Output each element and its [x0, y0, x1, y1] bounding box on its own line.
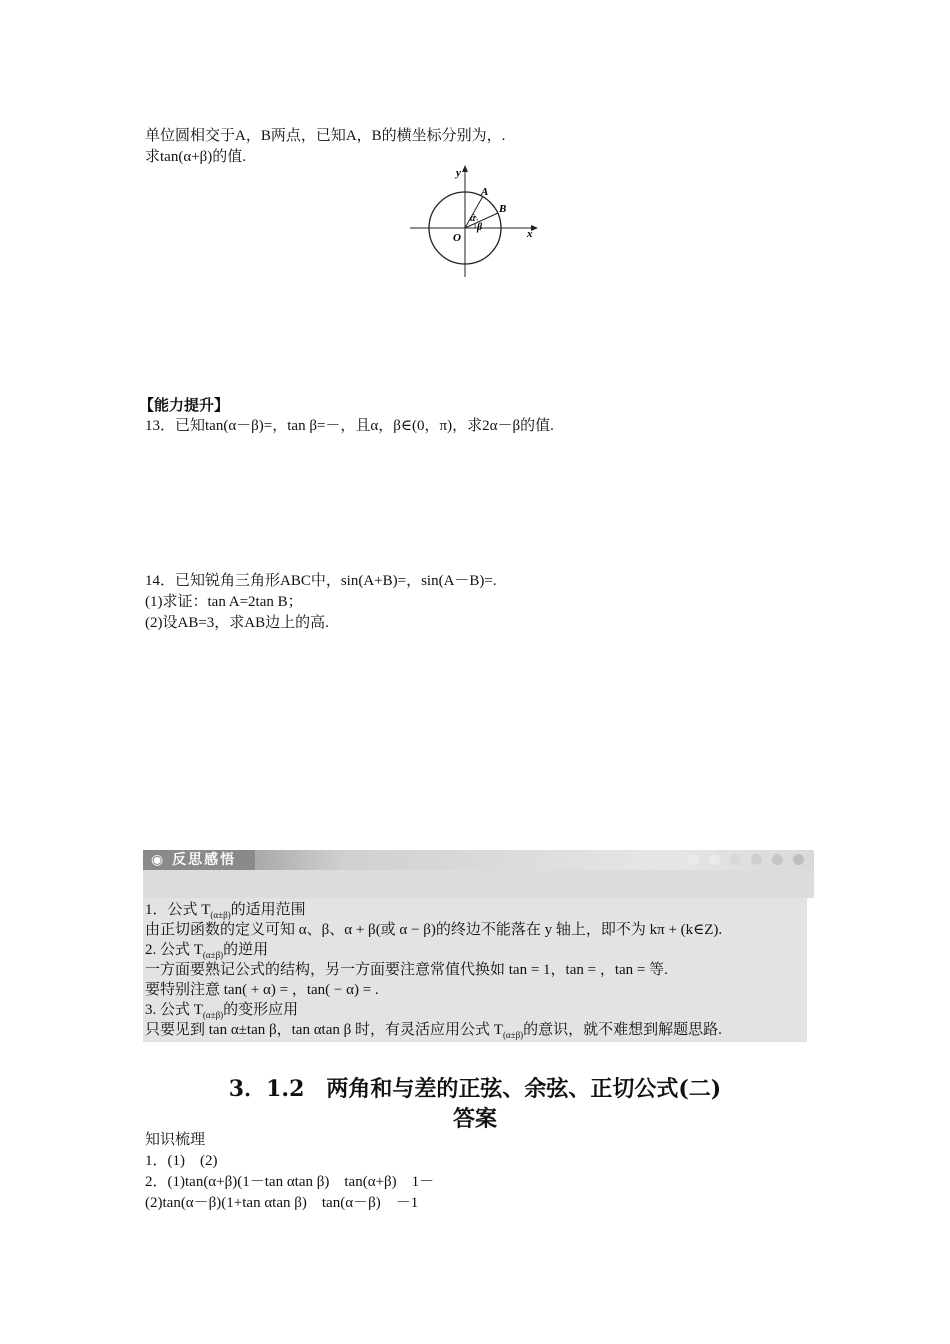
- problem12-line2: 求tan(α+β)的值.: [145, 149, 247, 165]
- item1-title-text: 1．公式 T: [145, 902, 211, 918]
- problem12-line1: 单位圆相交于A，B两点，已知A，B的横坐标分别为，.: [145, 128, 506, 144]
- item1-title-text-b: 的适用范围: [230, 902, 306, 918]
- label-o: O: [453, 232, 461, 244]
- decor-dot: [730, 854, 741, 865]
- banner-strip: [143, 850, 814, 870]
- item3-title-text-b: 的变形应用: [223, 1002, 299, 1018]
- label-x: x: [527, 228, 533, 240]
- unit-circle-figure: [405, 162, 545, 282]
- ability-heading: 【能力提升】: [139, 398, 230, 414]
- reflection-body: [143, 898, 807, 1042]
- item3-title-text: 3. 公式 T: [145, 1002, 203, 1018]
- label-b: B: [499, 203, 507, 215]
- decor-dot: [751, 854, 762, 865]
- reflection-item1-text: 由正切函数的定义可知 α、β、α + β(或 α − β)的终边不能落在 y 轴上，即不为 kπ + (k∈Z).: [145, 922, 723, 938]
- answer-3: (2)tan(α－β)(1+tan αtan β) tan(α－β) －1: [145, 1195, 419, 1211]
- answer-1: 1．(1) (2): [145, 1153, 218, 1169]
- item2-title-text: 2. 公式 T: [145, 942, 203, 958]
- reflection-item2-text2: 要特别注意 tan( + α) = ，tan( − α) = .: [145, 982, 379, 998]
- answer-2: 2．(1)tan(α+β)(1－tan αtan β) tan(α+β) 1－: [145, 1174, 435, 1190]
- answers-title: 3．1.2 两角和与差的正弦、余弦、正切公式(二): [228, 1076, 722, 1102]
- decor-dot: [772, 854, 783, 865]
- y-axis-arrow: [462, 165, 468, 172]
- answers-subtitle: 答案: [452, 1106, 497, 1132]
- decor-dot: [709, 854, 720, 865]
- item3-text-a: 只要见到 tan α±tan β，tan αtan β 时，有灵活应用公式 T: [145, 1022, 503, 1038]
- reflection-item3-text: [145, 1020, 722, 1045]
- item3-title-sub: (α±β): [202, 1010, 224, 1020]
- problem14-line2: (1)求证：tan A=2tan B；: [145, 594, 303, 610]
- problem13: 13．已知tan(α－β)=，tan β=－，且α，β∈(0，π)，求2α－β的值.: [145, 418, 554, 434]
- problem14-line1: 14．已知锐角三角形ABC中，sin(A+B)=，sin(A－B)=.: [145, 573, 497, 589]
- reflection-item2-text: 一方面要熟记公式的结构，另一方面要注意常值代换如 tan = 1，tan = ，tan = 等.: [145, 962, 668, 978]
- item2-title-sub: (α±β): [202, 950, 224, 960]
- label-alpha: α: [470, 213, 476, 224]
- item3-text-b: 的意识，就不难想到解题思路.: [523, 1022, 722, 1038]
- label-beta: β: [477, 222, 483, 233]
- label-a: A: [481, 186, 489, 198]
- label-y: y: [456, 167, 461, 179]
- problem14-line3: (2)设AB=3，求AB边上的高.: [145, 615, 329, 631]
- item3-text-sub: (α±β): [502, 1030, 524, 1040]
- decor-dot: [793, 854, 804, 865]
- reflection-banner: [143, 850, 814, 898]
- decor-dot: [688, 854, 699, 865]
- reflection-banner-title: ◉ 反思感悟: [143, 850, 255, 870]
- item1-title-sub: (α±β): [210, 910, 231, 920]
- item2-title-text-b: 的逆用: [223, 942, 269, 958]
- banner-dots: [688, 854, 804, 865]
- answers-section: 知识梳理: [145, 1132, 206, 1148]
